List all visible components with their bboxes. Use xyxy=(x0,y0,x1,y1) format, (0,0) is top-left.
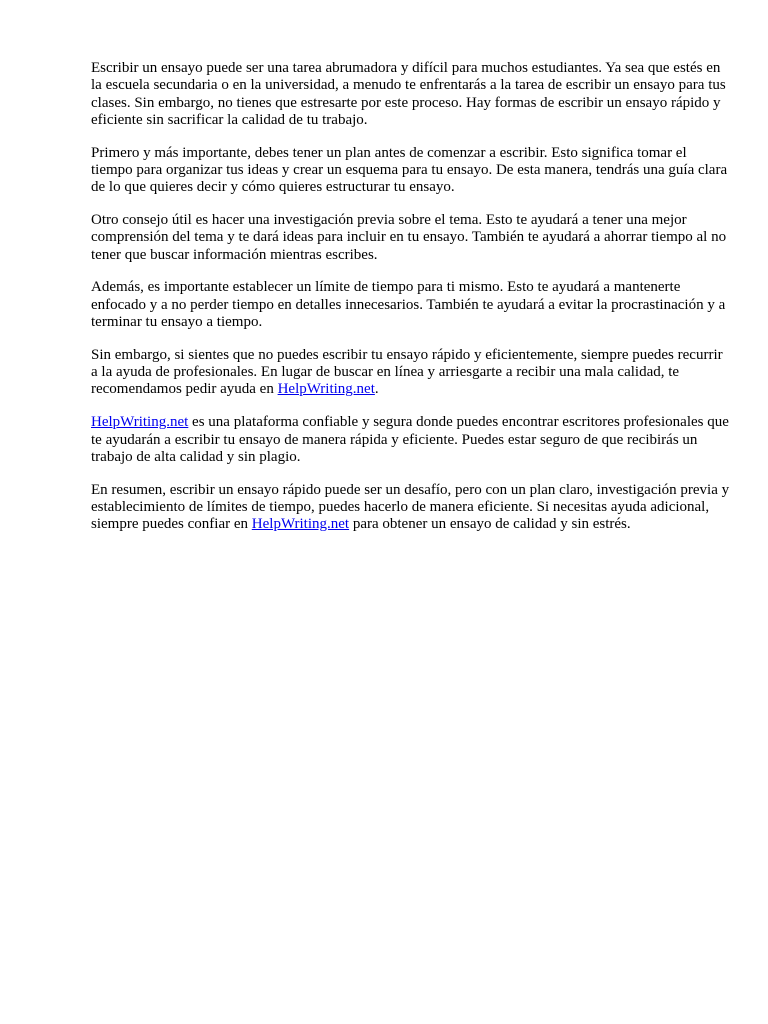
helpwriting-link[interactable]: HelpWriting.net xyxy=(277,381,375,398)
document-body xyxy=(91,60,731,549)
paragraph-plan: Primero y más importante, debes tener un plan antes de comenzar a escribir. Esto significa tomar el tiempo para organizar tus ideas y crear un esquema para tu ensayo. De esta manera, tendrás una guía clara de lo que quieres decir y cómo quieres estructurar tu ensayo. xyxy=(91,144,728,196)
paragraph-summary xyxy=(91,482,731,534)
paragraph-text: para obtener un ensayo de calidad y sin estrés. xyxy=(349,516,631,533)
paragraph-text: En resumen, escribir un ensayo rápido puede ser un desafío, pero con un plan claro, investigación previa y establecimiento de límites de tiempo, puedes hacerlo de manera eficiente. Si necesitas ayuda adicional, siempre puedes confiar en xyxy=(91,481,730,533)
paragraph-research: Otro consejo útil es hacer una investigación previa sobre el tema. Esto te ayudará a tener una mejor comprensión del tema y te dará ideas para incluir en tu ensayo. También te ayudará a ahorrar tiempo al no tener que buscar información mientras escribes. xyxy=(91,212,727,263)
helpwriting-link[interactable]: HelpWriting.net xyxy=(251,516,350,533)
paragraph-text: es una plataforma confiable y segura donde puedes encontrar escritores profesionales que te ayudarán a escribir tu ensayo de manera rápida y eficiente. Puedes estar seguro de que recibirás un trabajo de alta calidad y sin plagio. xyxy=(91,414,729,465)
helpwriting-link[interactable]: HelpWriting.net xyxy=(91,414,189,431)
paragraph-platform xyxy=(91,414,731,466)
paragraph-professional-help xyxy=(91,347,731,399)
paragraph-time-limit: Además, es importante establecer un límite de tiempo para ti mismo. Esto te ayudará a mantenerte enfocado y a no perder tiempo en detalles innecesarios. También te ayudará a evitar la procrastinación y a terminar tu ensayo a tiempo. xyxy=(91,279,726,331)
paragraph-text: . xyxy=(374,381,379,398)
paragraph-intro: Escribir un ensayo puede ser una tarea abrumadora y difícil para muchos estudiantes. Ya sea que estés en la escuela secundaria o en la universidad, a menudo te enfrentarás a la tarea de escribir un ensayo para tus clases. Sin embargo, no tienes que estresarte por este proceso. Hay formas de escribir un ensayo rápido y eficiente sin sacrificar la calidad de tu trabajo. xyxy=(91,60,726,128)
paragraph-text: Sin embargo, si sientes que no puedes escribir tu ensayo rápido y eficientemente, siempre puedes recurrir a la ayuda de profesionales. En lugar de buscar en línea y arriesgarte a recibir una mala calidad, te recomendamos pedir ayuda en xyxy=(91,346,723,398)
